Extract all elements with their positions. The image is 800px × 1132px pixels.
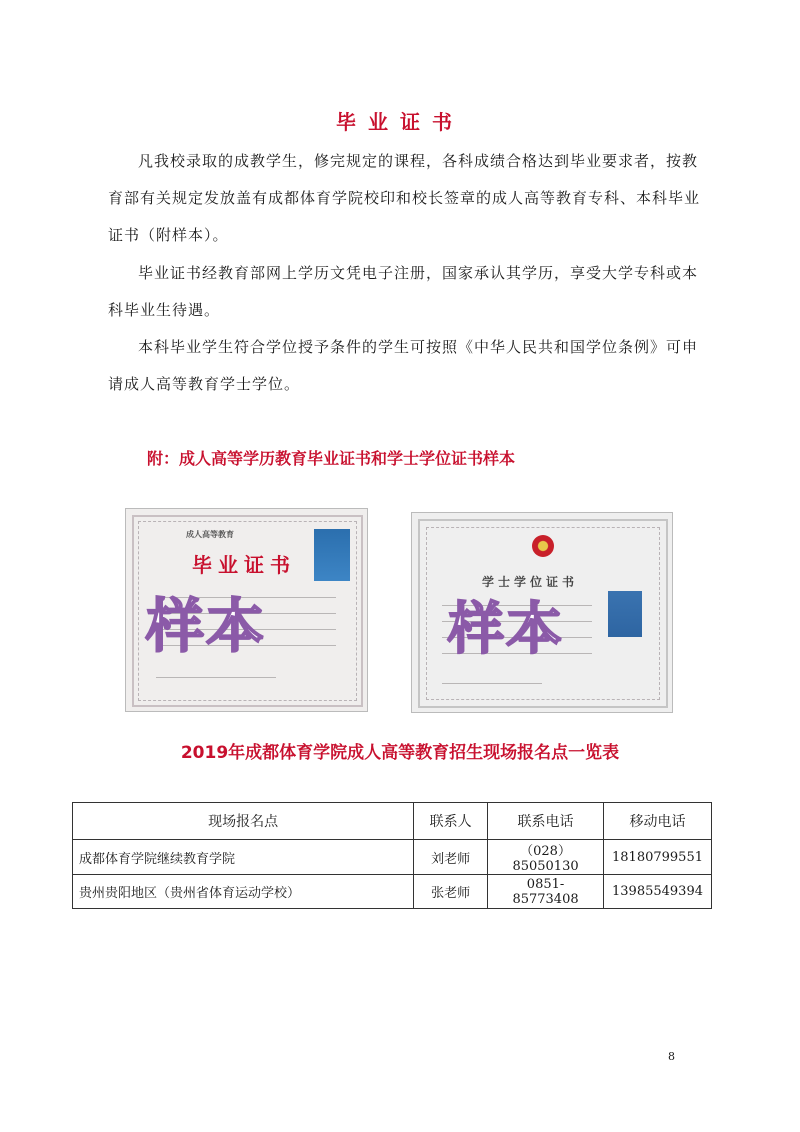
diploma-header: 成人高等教育 — [186, 530, 234, 539]
paragraph-registration: 毕业证书经教育部网上学历文凭电子注册，国家承认其学历，享受大学专科或本科毕业生待遇。 — [108, 264, 699, 319]
header-site: 现场报名点 — [73, 803, 414, 840]
site-name: 成都体育学院继续教育学院 — [73, 840, 414, 875]
diploma-title: 毕业证书 — [192, 553, 296, 577]
student-photo — [314, 529, 350, 581]
table-header-row — [73, 803, 712, 840]
header-contact: 联系人 — [414, 803, 488, 840]
paragraph-certificate-issuance: 凡我校录取的成教学生，修完规定的课程，各科成绩合格达到毕业要求者，按教育部有关规定发放盖有成都体育学院校印和校长签章的成人高等教育专科、本科毕业证书（附样本）。 — [108, 152, 701, 244]
contact-person: 张老师 — [414, 875, 488, 909]
site-name: 贵州贵阳地区（贵州省体育运动学校） — [73, 875, 414, 909]
sample-watermark: 样本 — [146, 592, 267, 660]
paragraph-degree: 本科毕业学生符合学位授予条件的学生可按照《中华人民共和国学位条例》可申请成人高等教育学士学位。 — [108, 338, 699, 393]
page-number: 8 — [668, 1050, 675, 1063]
table-row — [73, 875, 712, 909]
registration-sites-table — [72, 802, 712, 909]
phone-number: （028）85050130 — [488, 840, 604, 875]
page-title: 毕业证书 — [336, 110, 464, 134]
table-row — [73, 840, 712, 875]
contact-person: 刘老师 — [414, 840, 488, 875]
sample-watermark: 样本 — [448, 597, 564, 662]
appendix-heading: 附：成人高等学历教育毕业证书和学士学位证书样本 — [147, 449, 516, 468]
phone-number: 0851-85773408 — [488, 875, 604, 909]
national-emblem — [532, 535, 554, 557]
mobile-number: 13985549394 — [603, 875, 711, 909]
header-mobile: 移动电话 — [603, 803, 711, 840]
student-photo — [608, 591, 642, 637]
header-phone: 联系电话 — [488, 803, 604, 840]
table-heading: 2019年成都体育学院成人高等教育招生现场报名点一览表 — [180, 743, 620, 763]
degree-sample-image — [411, 512, 673, 713]
mobile-number: 18180799551 — [603, 840, 711, 875]
degree-title: 学士学位证书 — [482, 575, 579, 589]
diploma-sample-image — [125, 508, 368, 712]
